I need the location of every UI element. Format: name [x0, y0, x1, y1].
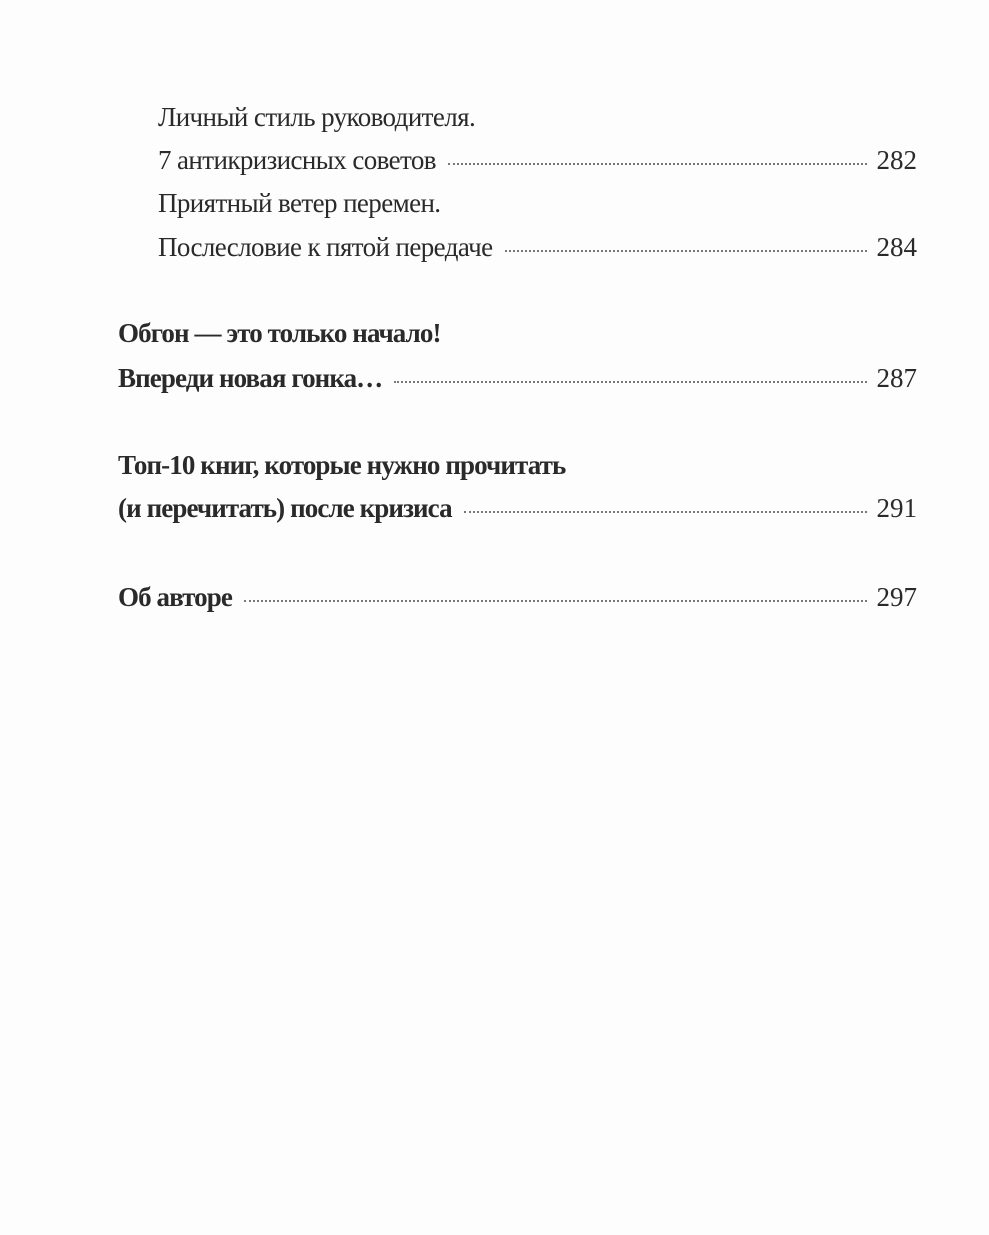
toc-entry	[118, 361, 917, 395]
dot-leader	[394, 381, 866, 383]
page-number: 291	[876, 493, 917, 523]
toc-entry-title-line: 7 антикризисных советов	[158, 145, 436, 175]
dot-leader	[448, 163, 867, 165]
dot-leader	[464, 511, 867, 513]
dot-leader	[505, 250, 867, 252]
dot-leader	[244, 600, 867, 602]
page-number: 284	[876, 232, 917, 262]
page-number: 287	[876, 363, 917, 393]
toc-entry	[118, 580, 917, 614]
page-number: 297	[876, 582, 917, 612]
toc-entry-title-line: Об авторе	[118, 582, 232, 612]
toc-entry-title-line: Впереди новая гонка…	[118, 363, 383, 393]
toc-entry-title-line: Приятный ветер перемен.	[158, 188, 441, 218]
toc-entry	[158, 230, 917, 264]
toc-entry-title-line: Послесловие к пятой передаче	[158, 232, 493, 262]
toc-entry-title-line: (и перечитать) после кризиса	[118, 493, 452, 523]
toc-entry-title-line: Топ-10 книг, которые нужно прочитать	[118, 450, 566, 480]
page-number: 282	[876, 145, 917, 175]
toc-entry	[118, 491, 917, 525]
toc-entry-title-line: Личный стиль руководителя.	[158, 102, 476, 132]
toc-entry-title-line: Обгон — это только начало!	[118, 318, 441, 348]
toc-entry	[158, 143, 917, 177]
